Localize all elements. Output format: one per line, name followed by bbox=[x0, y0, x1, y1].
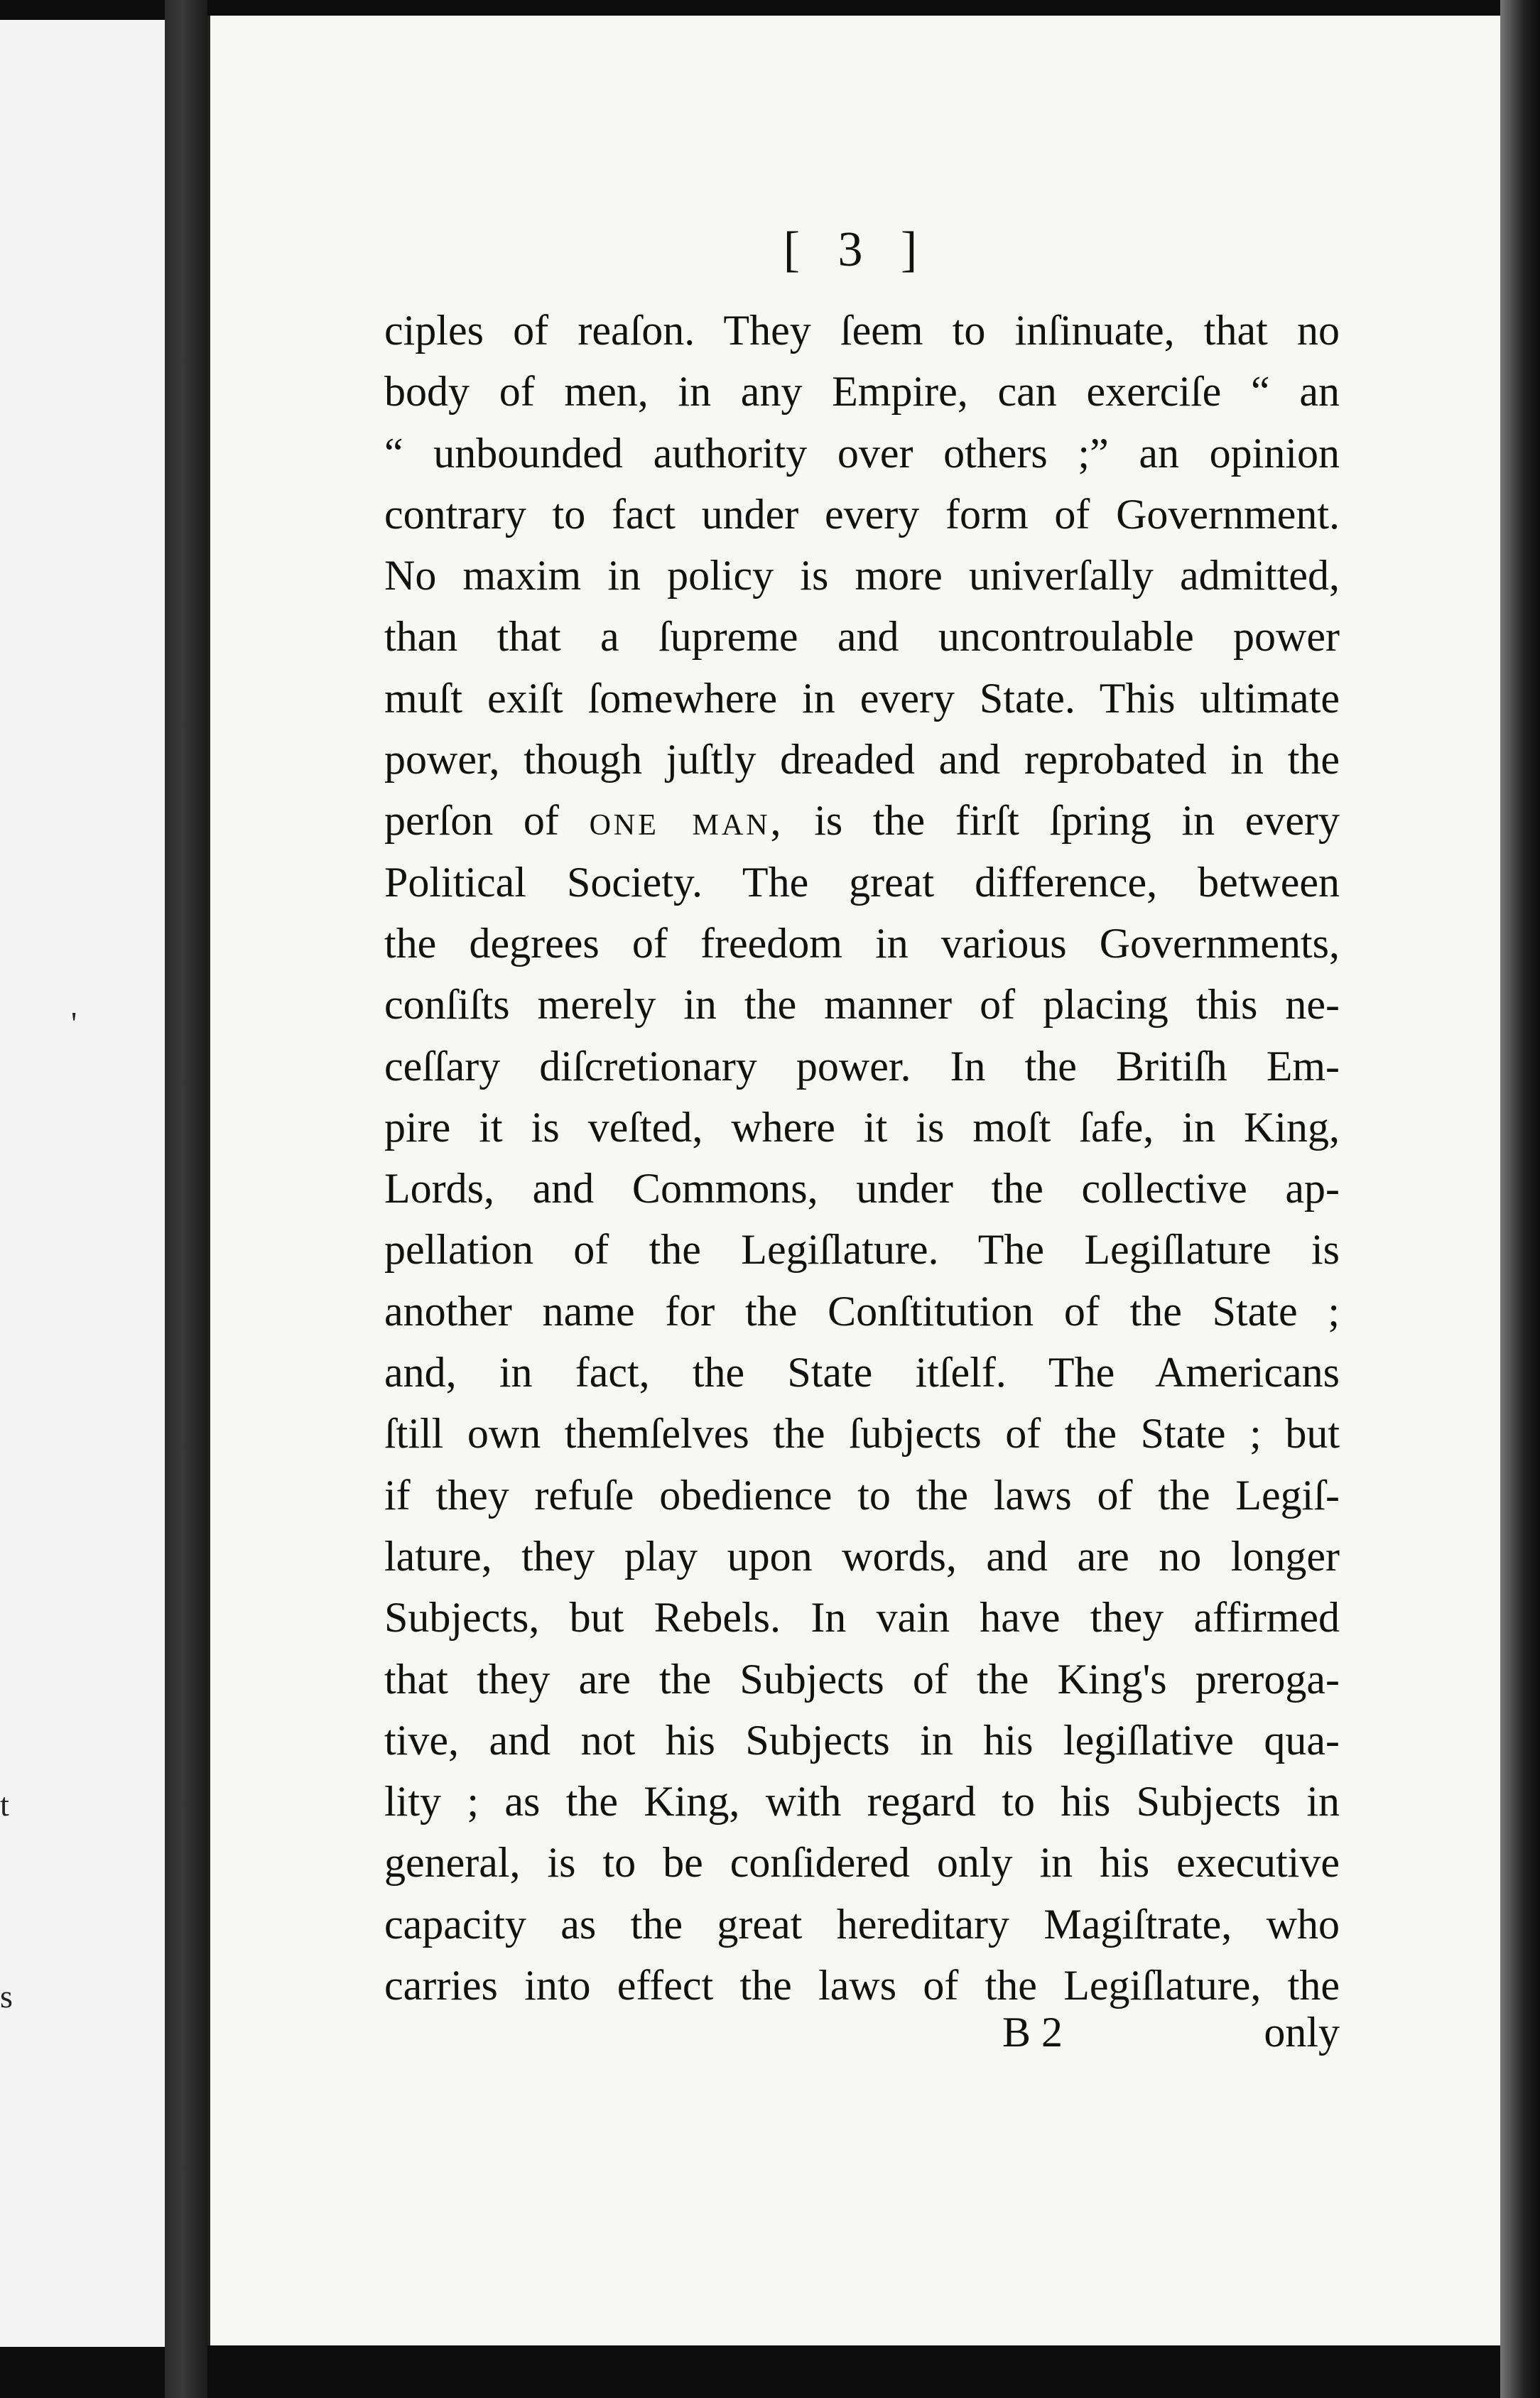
text-line: Lords, and Commons, under the collective ap- bbox=[384, 1165, 1340, 1212]
text-line: general, is to be conſidered only in his executive bbox=[384, 1839, 1340, 1887]
facing-page-fragment: t bbox=[0, 1786, 9, 1823]
facing-page-edge bbox=[0, 20, 166, 2347]
text-line: ciples of reaſon. They ſeem to inſinuate, that no bbox=[384, 307, 1340, 354]
text-line: body of men, in any Empire, can exerciſe “ an bbox=[384, 368, 1340, 416]
text-line: “ unbounded authority over others ;” an opinion bbox=[384, 429, 1340, 477]
text-line: power, though juſtly dreaded and reprobated in the bbox=[384, 736, 1340, 783]
text-line: Political Society. The great difference, between bbox=[384, 858, 1340, 906]
text-line: and, in fact, the State itſelf. The Americans bbox=[384, 1349, 1340, 1396]
book-gutter bbox=[165, 0, 207, 2398]
text-line: ſtill own themſelves the ſubjects of the State ; but bbox=[384, 1410, 1340, 1458]
text-line: Subjects, but Rebels. In vain have they affirmed bbox=[384, 1594, 1340, 1642]
text-line: another name for the Conſtitution of the State ; bbox=[384, 1287, 1340, 1335]
book-page bbox=[207, 16, 1503, 2345]
text-line: than that a ſupreme and uncontroulable power bbox=[384, 613, 1340, 661]
facing-page-fragment: s bbox=[0, 1978, 13, 2014]
text-line: tive, and not his Subjects in his legiſlative qua- bbox=[384, 1716, 1340, 1764]
text-line: that they are the Subjects of the King's preroga- bbox=[384, 1655, 1340, 1703]
page-footer bbox=[384, 2008, 1340, 2072]
text-line: contrary to fact under every form of Government. bbox=[384, 490, 1340, 538]
text-line: capacity as the great hereditary Magiſtrate, who bbox=[384, 1900, 1340, 1948]
text-line: pire it is veſted, where it is moſt ſafe, in King, bbox=[384, 1103, 1340, 1151]
facing-page-fragment: ' bbox=[71, 1005, 77, 1041]
page-edge-shadow bbox=[1500, 0, 1540, 2398]
text-line: carries into effect the laws of the Legiſlature, the bbox=[384, 1962, 1340, 2009]
text-line: if they refuſe obedience to the laws of the Legiſ- bbox=[384, 1471, 1340, 1519]
text-line: pellation of the Legiſlature. The Legiſlature is bbox=[384, 1226, 1340, 1274]
body-text bbox=[384, 300, 1340, 2016]
signature-mark: B 2 bbox=[1002, 2009, 1063, 2056]
text-line: muſt exiſt ſomewhere in every State. This ultimate bbox=[384, 674, 1340, 722]
text-line: lature, they play upon words, and are no longer bbox=[384, 1532, 1340, 1580]
text-line: conſiſts merely in the manner of placing this ne- bbox=[384, 981, 1340, 1029]
text-line: the degrees of freedom in various Governments, bbox=[384, 919, 1340, 967]
text-line: lity ; as the King, with regard to his Subjects in bbox=[384, 1778, 1340, 1825]
text-line: perſon of one man, is the firſt ſpring in every bbox=[384, 797, 1340, 845]
page-number-header: [ 3 ] bbox=[783, 222, 931, 277]
text-line: ceſſary diſcretionary power. In the Britiſh Em- bbox=[384, 1042, 1340, 1090]
text-line: No maxim in policy is more univerſally admitted, bbox=[384, 552, 1340, 600]
catchword: only bbox=[1264, 2009, 1340, 2056]
